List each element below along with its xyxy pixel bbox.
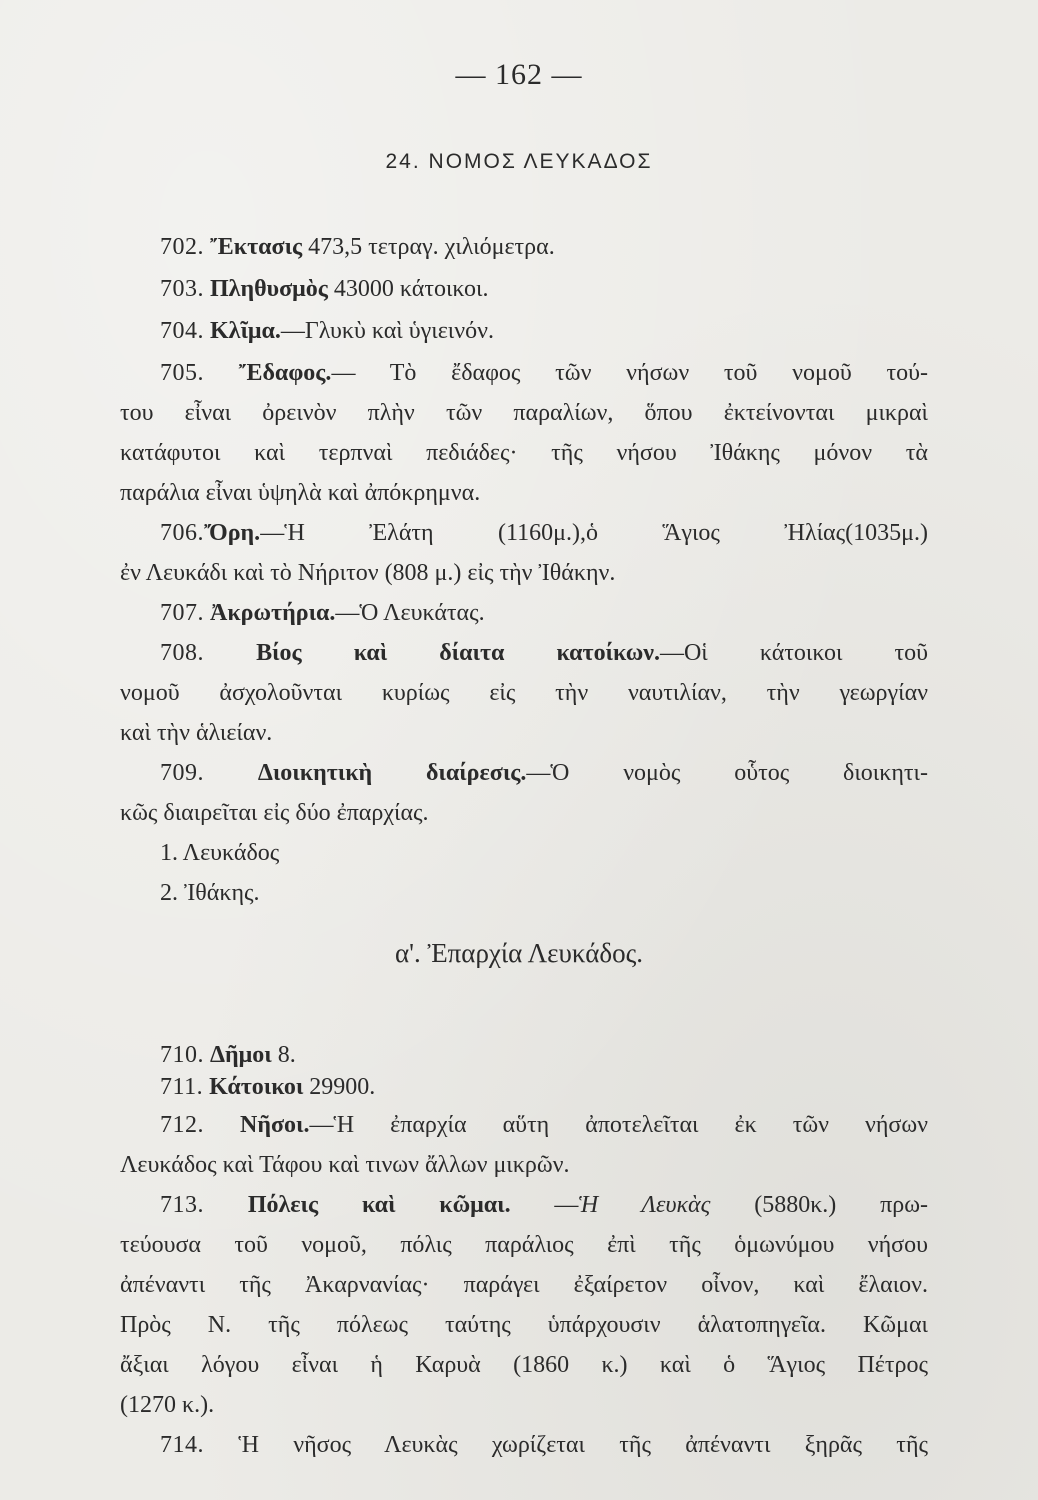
entry-keyword: Βίος καὶ δίαιτα κατοίκων. xyxy=(256,640,660,666)
entry-713-line-6: (1270 κ.). xyxy=(120,1392,215,1418)
entry-number: 704. xyxy=(160,318,204,344)
entry-text: —Ἡ Ἐλάτη (1160μ.),ὁ Ἅγιος Ἠλίας(1035μ.) xyxy=(260,520,928,546)
entry-number: 713. xyxy=(160,1192,204,1218)
entry-text: 8. xyxy=(277,1042,296,1068)
entry-703 xyxy=(160,274,488,304)
entry-705-line-3: κατάφυτοι καὶ τερπναὶ πεδιάδες· τῆς νήσου Ἰθάκης μόνον τὰ xyxy=(120,440,928,466)
entry-713-line-5: ἄξιαι λόγου εἶναι ἡ Καρυὰ (1860 κ.) καὶ ὁ Ἅγιος Πέτρος xyxy=(120,1352,928,1378)
entry-place-name: Ἡ Λευκὰς xyxy=(578,1192,711,1218)
entry-714 xyxy=(160,1430,928,1460)
chapter-title: 24. ΝΟΜΟΣ ΛΕΥΚΑΔΟΣ xyxy=(385,150,653,173)
entry-keyword: Ὄρη. xyxy=(204,520,261,546)
entry-number: 710. xyxy=(160,1042,204,1068)
entry-keyword: Κάτοικοι xyxy=(209,1074,304,1100)
entry-number: 702. xyxy=(160,234,204,260)
entry-704 xyxy=(160,316,494,346)
entry-710 xyxy=(160,1040,296,1070)
entry-keyword: Ἔδαφος. xyxy=(238,360,332,386)
entry-keyword: Νῆσοι. xyxy=(240,1112,310,1138)
entry-number: 705. xyxy=(160,360,204,386)
entry-number: 709. xyxy=(160,760,204,786)
entry-keyword: Κλῖμα. xyxy=(210,318,281,344)
entry-705 xyxy=(160,358,928,388)
entry-number: 711. xyxy=(160,1074,204,1100)
entry-705-line-2: του εἶναι ὀρεινὸν πλὴν τῶν παραλίων, ὅπου ἐκτείνονται μικραὶ xyxy=(120,400,928,426)
page-number: — 162 — xyxy=(455,58,583,91)
entry-keyword: Δῆμοι xyxy=(210,1042,272,1068)
entry-text: (5880κ.) πρω- xyxy=(710,1192,929,1218)
entry-text: —Ὁ νομὸς οὗτος διοικητι- xyxy=(526,760,929,786)
section-title: α'. Ἐπαρχία Λευκάδος. xyxy=(394,938,644,968)
entry-number: 714. xyxy=(160,1432,204,1458)
entry-number: 706. xyxy=(160,520,204,546)
entry-713-line-4: Πρὸς Ν. τῆς πόλεως ταύτης ὑπάρχουσιν ἁλατοπηγεῖα. Κῶμαι xyxy=(120,1312,928,1338)
entry-text: Ἡ νῆσος Λευκὰς χωρίζεται τῆς ἀπέναντι ξηρᾶς τῆς xyxy=(238,1432,929,1458)
entry-keyword: Πόλεις καὶ κῶμαι. xyxy=(247,1192,511,1218)
entry-708-line-3: καὶ τὴν ἁλιείαν. xyxy=(120,720,273,746)
entry-711 xyxy=(160,1072,375,1102)
entry-text: —Ἡ ἐπαρχία αὕτη ἀποτελεῖται ἐκ τῶν νήσων xyxy=(309,1112,928,1138)
entry-text: 473,5 τετραγ. χιλιόμετρα. xyxy=(308,234,555,260)
entry-number: 707. xyxy=(160,600,204,626)
entry-text: —Ὁ Λευκάτας. xyxy=(335,600,485,626)
entry-707 xyxy=(160,598,485,628)
entry-712 xyxy=(160,1110,928,1140)
entry-number: 708. xyxy=(160,640,204,666)
entry-708-line-2: νομοῦ ἀσχολοῦνται κυρίως εἰς τὴν ναυτιλίαν, τὴν γεωργίαν xyxy=(120,680,928,706)
entry-text: — Τὸ ἔδαφος τῶν νήσων τοῦ νομοῦ τού- xyxy=(331,360,928,386)
list-item: 1. Λευκάδος xyxy=(160,840,280,866)
entry-keyword: Διοικητικὴ διαίρεσις. xyxy=(257,760,527,786)
entry-text: —Οἱ κάτοικοι τοῦ xyxy=(659,640,928,666)
entry-text: 43000 κάτοικοι. xyxy=(333,276,489,302)
entry-713-line-3: ἀπέναντι τῆς Ἀκαρνανίας· παράγει ἐξαίρετον οἶνον, καὶ ἔλαιον. xyxy=(120,1272,928,1298)
entry-713-line-2: τεύουσα τοῦ νομοῦ, πόλις παράλιος ἐπὶ τῆς ὁμωνύμου νήσου xyxy=(120,1232,928,1258)
entry-702 xyxy=(160,232,555,262)
entry-713 xyxy=(160,1190,928,1220)
entry-706 xyxy=(160,518,928,548)
entry-keyword: Πληθυσμὸς xyxy=(210,276,328,302)
entry-709 xyxy=(160,758,928,788)
entry-keyword: Ἔκτασις xyxy=(210,234,303,260)
entry-705-line-4: παράλια εἶναι ὑψηλὰ καὶ ἀπόκρημνα. xyxy=(120,480,481,506)
entry-number: 703. xyxy=(160,276,204,302)
entry-text: —Γλυκὺ καὶ ὑγιεινόν. xyxy=(280,318,494,344)
entry-text: 29900. xyxy=(309,1074,376,1100)
entry-708 xyxy=(160,638,928,668)
entry-709-line-2: κῶς διαιρεῖται εἰς δύο ἐπαρχίας. xyxy=(120,800,429,826)
entry-number: 712. xyxy=(160,1112,204,1138)
list-item: 2. Ἰθάκης. xyxy=(160,880,260,906)
entry-dash: — xyxy=(510,1192,579,1218)
entry-712-line-2: Λευκάδος καὶ Τάφου καὶ τινων ἄλλων μικρῶν. xyxy=(120,1152,570,1178)
entry-keyword: Ἀκρωτήρια. xyxy=(210,600,336,626)
entry-706-line-2: ἐν Λευκάδι καὶ τὸ Νήριτον (808 μ.) εἰς τὴν Ἰθάκην. xyxy=(120,560,616,586)
